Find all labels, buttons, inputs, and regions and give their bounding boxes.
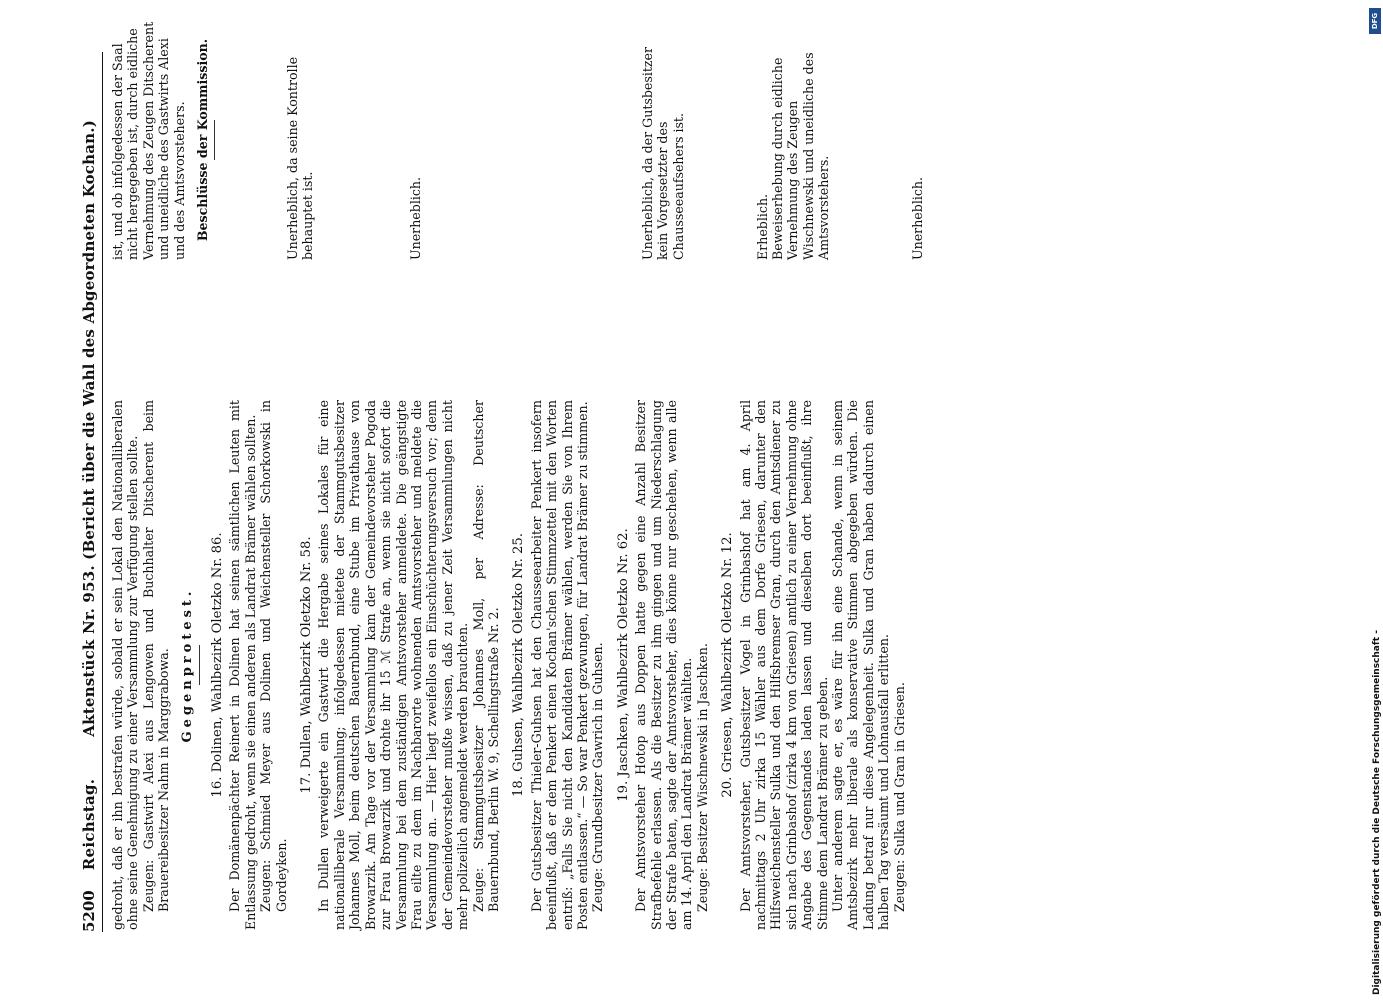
case-18-text: Der Gutsbesitzer Thieler-Guhsen hat den Chausseearbeiter Penkert insofern beeinflußt, daß er dem Penkert einen Kochan'schen Stimmzettel mit den Worten entriß: „Falls Sie nicht den Kandidaten Brämer wählen, werden Sie von Ihrem Posten entlassen.“ — So war Penkert gezwungen, für Landrat Brämer zu stimmen. [528, 400, 590, 930]
case-16-text: Der Domänenpächter Reinert in Dolinen hat seinen sämtlichen Leuten mit Entlassung gedroht, wenn sie einen anderen als Landrat Brämer wählen sollten. [227, 400, 258, 930]
decision-19-result: Erheblich. [755, 193, 770, 260]
commission-heading: Beschlüsse der Kommission. [195, 38, 211, 242]
case-17-witness: Zeuge: Stammgutsbesitzer Johannes Moll, per Adresse: Deutscher Bauernbund, Berlin W. 9, Schellingstraße Nr. 2. [470, 400, 501, 912]
case-20-text-continued: Unter anderem sagte er, es wäre für ihn eine Schande, wenn in seinem Amtsbezirk mehr liberale als konservative Stimmen abgegeben würden. Die Ladung betraf nur diese Angelegenheit. Sulka und Gran haben dadurch einen halben Tag versäumt und Lohnausfall erlitten. [830, 400, 892, 930]
decision-19-evidence: Beweiserhebung durch eidliche Vernehmung des Zeugen Wischnewski und uneidliche des Amtsvorstehers. [770, 52, 832, 260]
case-19-text: Der Amtsvorsteher Hotop aus Doppen hatte gegen eine Anzahl Besitzer Strafbefehle erlassen. Als die Besitzer zu ihm gingen und um Niederschlagung der Strafe baten, sagte der Amtsvorsteher, dies könne nur geschehen, wenn alle am 14. April den Landrat Brämer wählten. [633, 400, 695, 930]
page-header [58, 52, 103, 932]
intro-decision: ist, und ob infolgedessen der Saal nicht hergegeben ist, durch eidliche Vernehmung des Zeugen Ditscherent und uneidliche des Gastwirts Alexi und des Amtsvorstehers. [110, 21, 187, 260]
case-20-text: Der Amtsvorsteher, Gutsbesitzer Vogel in Grinbashof hat am 4. April nachmittags 2 Uhr zirka 15 Wähler aus dem Dorfe Griesen, darunter den Hilfsweichensteller Sulka und den Hilfsbremser Gran, durch den Amtsdiener zu sich nach Grinbashof (zirka 4 km von Griesen) amtlich zu einer Vernehmung ohne Angabe des Gegenstandes laden lassen und dieselben dort beeinflußt, ihre Stimme dem Landrat Brämer zu geben. [737, 400, 830, 930]
publication-name: Reichstag. [80, 778, 98, 871]
decision-20: Unerheblich. [910, 176, 925, 260]
decision-17: Unerheblich. [408, 176, 423, 260]
column-heading: Gegenprotest. [179, 587, 195, 743]
commission-heading-rule [214, 120, 215, 160]
intro-witness: Zeugen: Gastwirt Alexi aus Lengowen und Buchhalter Ditscherent beim Brauereibesitzer Nahm in Marggrabowa. [140, 400, 172, 912]
case-16-witness: Zeugen: Schmied Meyer aus Dolinen und Weichensteller Schorkowski in Gordeyken. [258, 400, 289, 912]
case-16-title: 16. Dolinen, Wahlbezirk Oletzko Nr. 86. [210, 532, 226, 798]
case-17-text: In Dullen verweigerte ein Gastwirt die Hergabe seines Lokales für eine nationalliberale Versammlung; infolgedessen mietete der Stammgutsbesitzer Johannes Moll, beim deutschen Bauernbund, eine Stube im Privathause von Browarzik. Am Tage vor der Versammlung kam der Gemeindevorsteher Pogoda zur Frau Browarzik und drohte ihr 15 ℳ Strafe an, wenn sie nicht sofort die Versammlung bei dem zuständigen Amtsvorsteher anmeldete. Die geängstigte Frau eilte zu dem im Nachbarorte wohnenden Amtsvorsteher und meldete die Versammlung an. — Hier liegt zweifellos ein Einschüchterungsversuch vor; denn der Gemeindevorsteher mußte wissen, daß zu jener Zeit Versammlungen nicht mehr polizeilich angemeldet werden brauchten. [316, 400, 471, 930]
case-20-witness: Zeugen: Sulka und Gran in Griesen. [891, 682, 907, 912]
case-19-witness: Zeuge: Besitzer Wischnewski in Jaschken. [694, 643, 710, 912]
commission-column [110, 20, 1330, 260]
dfg-logo: DFG [1369, 8, 1381, 34]
protest-column [110, 400, 1330, 930]
case-17-title: 17. Dullen, Wahlbezirk Oletzko Nr. 58. [299, 536, 315, 794]
digitization-credit: Digitalisierung gefördert durch die Deutsche Forschungsgemeinschaft - [1372, 630, 1382, 995]
case-18-title: 18. Guhsen, Wahlbezirk Oletzko Nr. 25. [511, 533, 527, 797]
case-19-title: 19. Jaschken, Wahlbezirk Oletzko Nr. 62. [615, 528, 631, 802]
case-20-title: 20. Griesen, Wahlbezirk Oletzko Nr. 12. [720, 532, 736, 798]
intro-paragraph: gedroht, daß er ihn bestrafen würde, sobald er sein Lokal den Nationalliberalen ohne seine Genehmigung zu einer Versammlung zur Verfügung stellen sollte. [110, 400, 141, 930]
decision-18: Unerheblich, da der Gutsbesitzer kein Vorgesetzter des Chausseeaufsehers ist. [640, 46, 686, 260]
page-number: 5200 [80, 890, 98, 932]
document-title: Aktenstück Nr. 953. (Bericht über die Wahl des Abgeordneten Kochan.) [80, 120, 98, 737]
decision-16: Unerheblich, da seine Kontrolle behauptet ist. [285, 56, 316, 260]
case-18-witness: Zeuge: Grundbesitzer Gawrich in Guhsen. [590, 642, 606, 912]
heading-rule [199, 645, 200, 685]
